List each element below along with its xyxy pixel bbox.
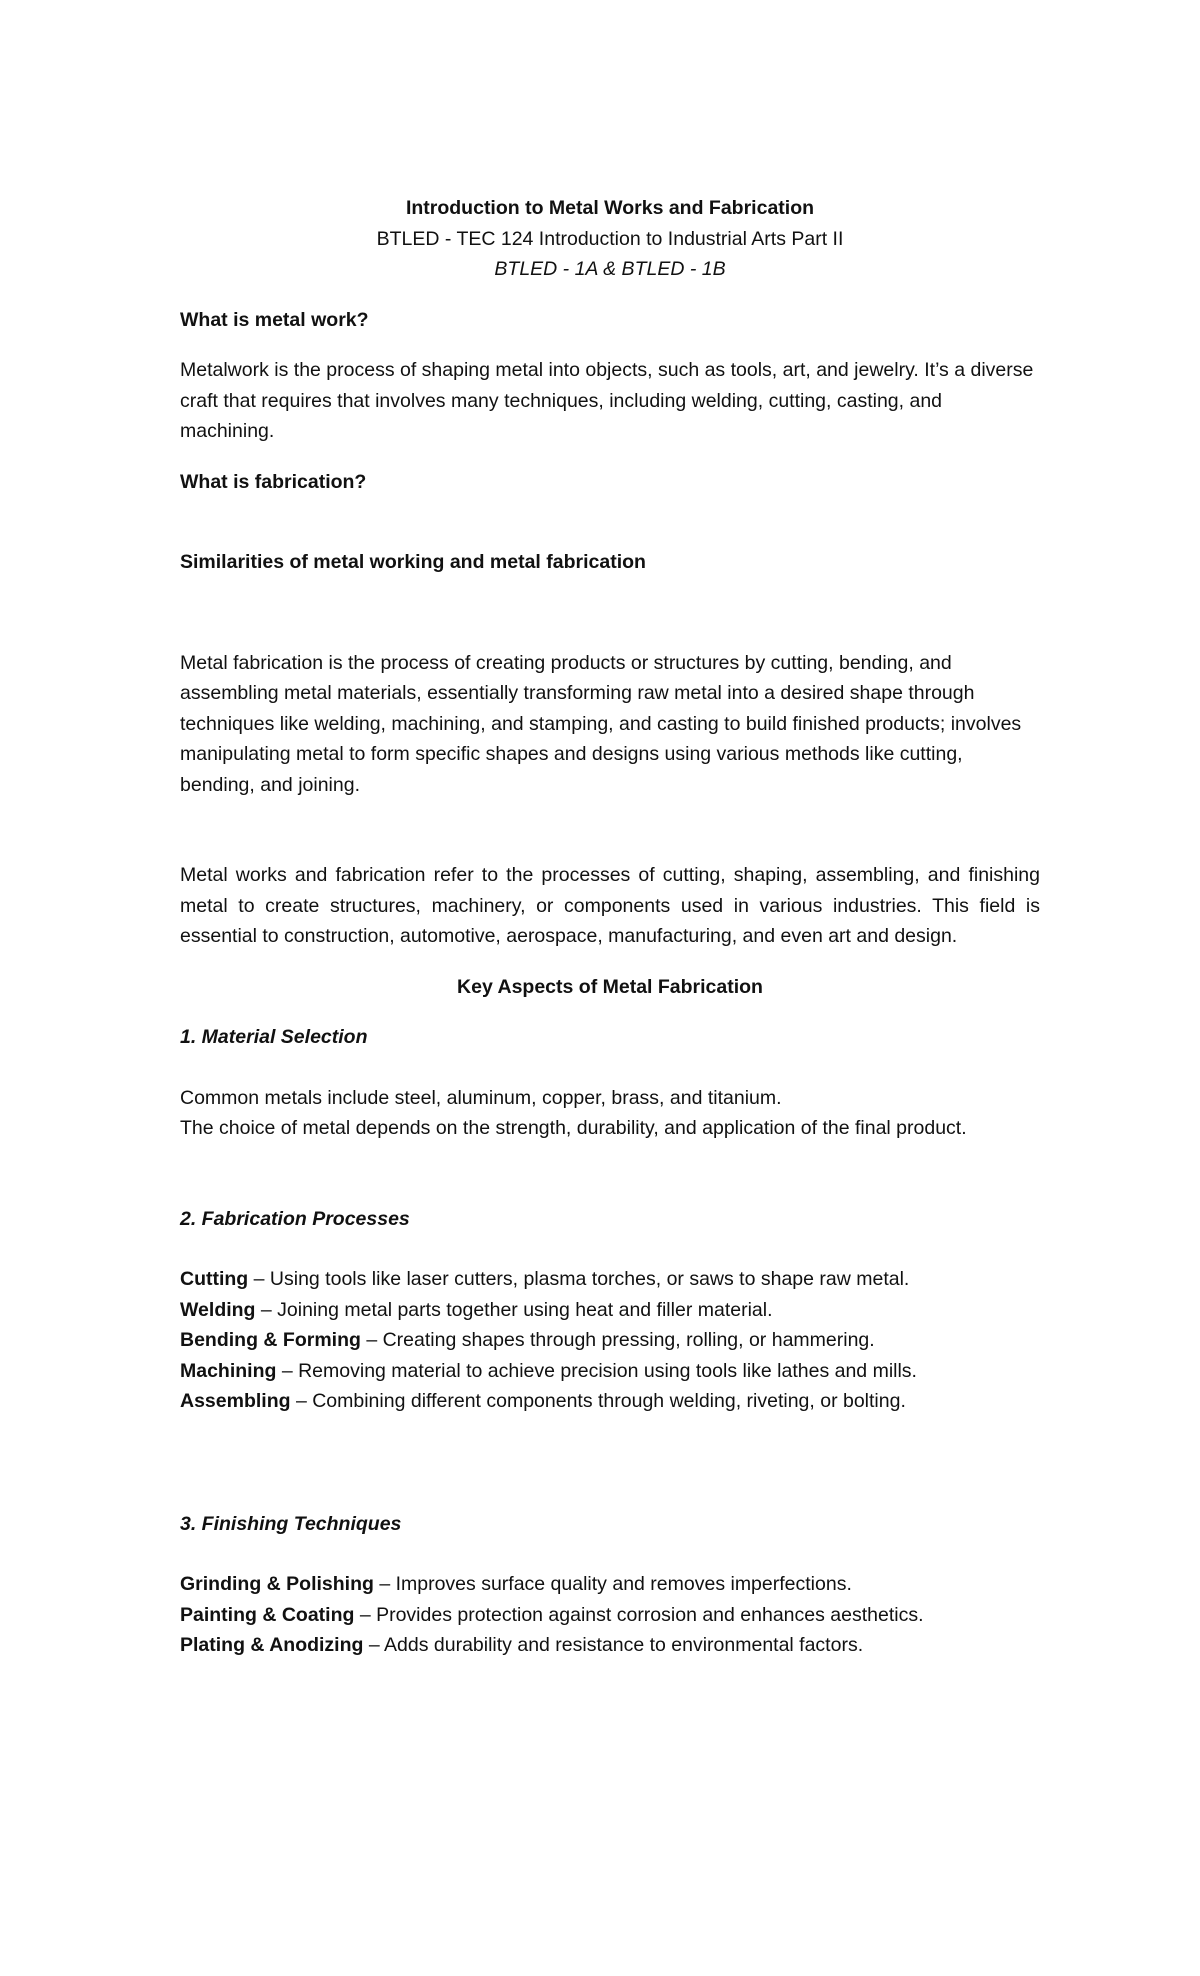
process-item bbox=[180, 1264, 1040, 1295]
process-desc: – Removing material to achieve precision using tools like lathes and mills. bbox=[276, 1359, 917, 1382]
finishing-desc: – Improves surface quality and removes imperfections. bbox=[373, 1573, 852, 1595]
paragraph-fabrication-definition: Metal fabrication is the process of creating products or structures by cutting, bending, and assembling metal materials, essentially transforming raw metal into a desired shape through techniques like welding, machining, and stamping, and casting to build finished products; involves manipulating metal to form specific shapes and designs using various methods like cutting, bending, and joining. bbox=[180, 651, 1022, 796]
fabrication-processes-list bbox=[180, 1264, 1040, 1417]
process-desc: – Joining metal parts together using heat and filler material. bbox=[255, 1298, 773, 1321]
process-item bbox=[180, 1325, 1040, 1356]
material-line: Common metals include steel, aluminum, copper, brass, and titanium. bbox=[180, 1086, 782, 1109]
finishing-item bbox=[180, 1630, 1040, 1661]
process-term: Welding bbox=[180, 1298, 256, 1321]
material-selection-lines bbox=[180, 1083, 1040, 1144]
heading-similarities: Similarities of metal working and metal fabrication bbox=[180, 551, 646, 573]
document-body bbox=[180, 193, 1040, 1661]
process-term: Machining bbox=[180, 1359, 277, 1382]
paragraph-metal-work-definition: Metalwork is the process of shaping metal into objects, such as tools, art, and jewelry. It’s a diverse craft that requires that involves many techniques, including welding, cutting, casting, and machining. bbox=[180, 359, 1034, 442]
finishing-techniques-list bbox=[180, 1569, 1040, 1661]
process-item bbox=[180, 1356, 1040, 1387]
material-line: The choice of metal depends on the strength, durability, and application of the final product. bbox=[180, 1117, 967, 1139]
heading-finishing-techniques: 3. Finishing Techniques bbox=[180, 1512, 402, 1535]
process-item bbox=[180, 1295, 1040, 1326]
process-term: Cutting bbox=[180, 1268, 249, 1290]
finishing-term: Grinding & Polishing bbox=[180, 1573, 374, 1595]
heading-what-is-fabrication: What is fabrication? bbox=[180, 470, 367, 493]
heading-key-aspects: Key Aspects of Metal Fabrication bbox=[457, 975, 763, 998]
finishing-desc: – Adds durability and resistance to environmental factors. bbox=[363, 1634, 864, 1656]
finishing-item bbox=[180, 1569, 1040, 1600]
finishing-term: Plating & Anodizing bbox=[180, 1634, 364, 1656]
paragraph-metal-works-overview: Metal works and fabrication refer to the processes of cutting, shaping, assembling, and finishing metal to create structures, machinery, or components used in various industries. This field is essential to construction, automotive, aerospace, manufacturing, and even art and design. bbox=[180, 864, 1040, 947]
heading-what-is-metal-work: What is metal work? bbox=[180, 308, 369, 331]
process-term: Bending & Forming bbox=[180, 1329, 361, 1351]
process-desc: – Using tools like laser cutters, plasma torches, or saws to shape raw metal. bbox=[248, 1268, 910, 1290]
document-title: Introduction to Metal Works and Fabrication bbox=[405, 197, 815, 219]
process-item bbox=[180, 1386, 1040, 1417]
course-line: BTLED - TEC 124 Introduction to Industrial Arts Part II bbox=[376, 227, 844, 250]
sections-line: BTLED - 1A & BTLED - 1B bbox=[494, 258, 726, 280]
finishing-term: Painting & Coating bbox=[180, 1603, 355, 1626]
finishing-desc: – Provides protection against corrosion and enhances aesthetics. bbox=[354, 1603, 924, 1626]
process-term: Assembling bbox=[180, 1390, 291, 1412]
process-desc: – Combining different components through welding, riveting, or bolting. bbox=[290, 1390, 906, 1412]
process-desc: – Creating shapes through pressing, rolling, or hammering. bbox=[360, 1329, 875, 1351]
heading-fabrication-processes: 2. Fabrication Processes bbox=[180, 1207, 410, 1230]
heading-material-selection: 1. Material Selection bbox=[180, 1026, 368, 1048]
finishing-item bbox=[180, 1600, 1040, 1631]
